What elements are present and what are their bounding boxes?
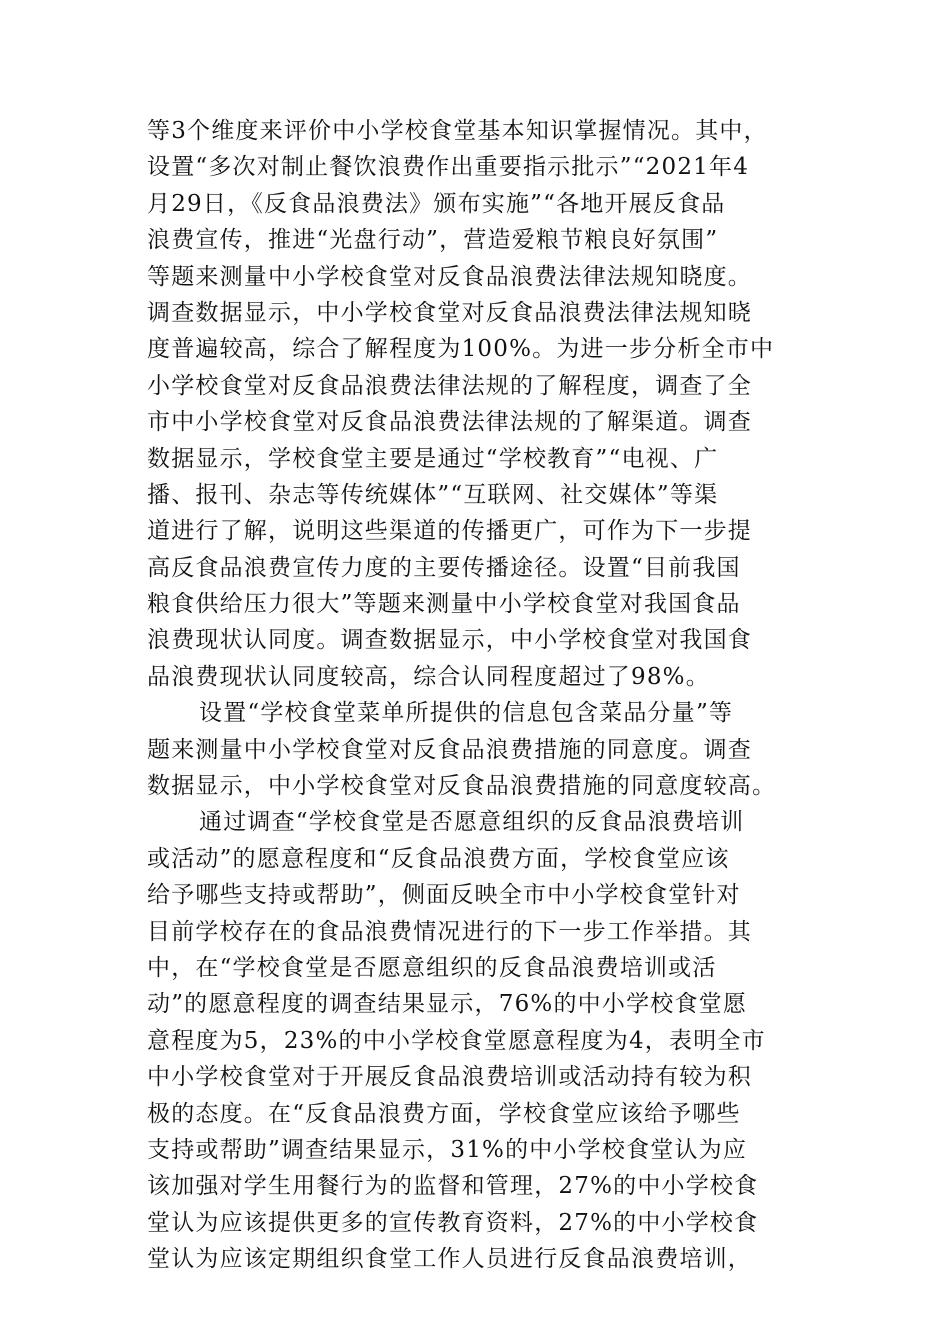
text-line: 动”的愿意程度的调查结果显示，76%的中小学校食堂愿: [147, 991, 748, 1018]
text-line: 高反食品浪费宣传力度的主要传播途径。设置“目前我国: [147, 554, 741, 581]
text-line: 调查数据显示，中小学校食堂对反食品浪费法律法规知晓: [147, 299, 752, 326]
text-line: 支持或帮助”调查结果显示，31%的中小学校食堂认为应: [147, 1136, 748, 1163]
text-line: 题来测量中小学校食堂对反食品浪费措施的同意度。调查: [147, 736, 752, 763]
text-line: 意程度为5，23%的中小学校食堂愿意程度为4，表明全市: [147, 1027, 766, 1054]
paragraph-first-line: 通过调查“学校食堂是否愿意组织的反食品浪费培训: [199, 809, 745, 836]
text-line: 粮食供给压力很大”等题来测量中小学校食堂对我国食品: [147, 591, 741, 618]
text-line: 月29日，《反食品浪费法》颁布实施”“各地开展反食品: [147, 190, 726, 217]
text-line: 等3个维度来评价中小学校食堂基本知识掌握情况。其中，: [147, 118, 768, 144]
text-line: 设置“多次对制止餐饮浪费作出重要指示批示”“2021年4: [147, 154, 750, 181]
body-text: [147, 113, 817, 1278]
text-line: 数据显示，学校食堂主要是通过“学校教育”“电视、广: [147, 445, 719, 472]
text-line: 等题来测量中小学校食堂对反食品浪费法律法规知晓度。: [147, 263, 752, 290]
text-line: 度普遍较高，综合了解程度为100%。为进一步分析全市中: [147, 336, 775, 363]
text-line: 浪费现状认同度。调查数据显示，中小学校食堂对我国食: [147, 627, 752, 654]
text-line: 浪费宣传，推进“光盘行动”，营造爱粮节粮良好氛围”: [147, 227, 719, 254]
text-line: 给予哪些支持或帮助”，侧面反映全市中小学校食堂针对: [147, 882, 741, 909]
text-line: 或活动”的愿意程度和“反食品浪费方面，学校食堂应该: [147, 845, 730, 872]
text-line: 目前学校存在的食品浪费情况进行的下一步工作举措。其: [147, 918, 752, 945]
text-line: 堂认为应该定期组织食堂工作人员进行反食品浪费培训，: [147, 1246, 752, 1273]
text-line: 极的态度。在“反食品浪费方面，学校食堂应该给予哪些: [147, 1100, 741, 1127]
text-line: 播、报刊、杂志等传统媒体”“互联网、社交媒体”等渠: [147, 481, 719, 508]
text-line: 堂认为应该提供更多的宣传教育资料，27%的中小学校食: [147, 1209, 759, 1236]
text-line: 市中小学校食堂对反食品浪费法律法规的了解渠道。调查: [147, 409, 752, 436]
text-line: 该加强对学生用餐行为的监督和管理，27%的中小学校食: [147, 1173, 759, 1200]
paragraph-first-line: 设置“学校食堂菜单所提供的信息包含菜品分量”等: [199, 700, 734, 727]
text-line: 小学校食堂对反食品浪费法律法规的了解程度，调查了全: [147, 372, 752, 399]
text-line: 道进行了解，说明这些渠道的传播更广，可作为下一步提: [147, 518, 752, 545]
text-line: 品浪费现状认同度较高，综合认同程度超过了98%。: [147, 663, 710, 690]
text-line: 中小学校食堂对于开展反食品浪费培训或活动持有较为积: [147, 1064, 752, 1091]
text-line: 数据显示，中小学校食堂对反食品浪费措施的同意度较高。: [147, 773, 777, 800]
text-line: 中，在“学校食堂是否愿意组织的反食品浪费培训或活: [147, 954, 717, 981]
